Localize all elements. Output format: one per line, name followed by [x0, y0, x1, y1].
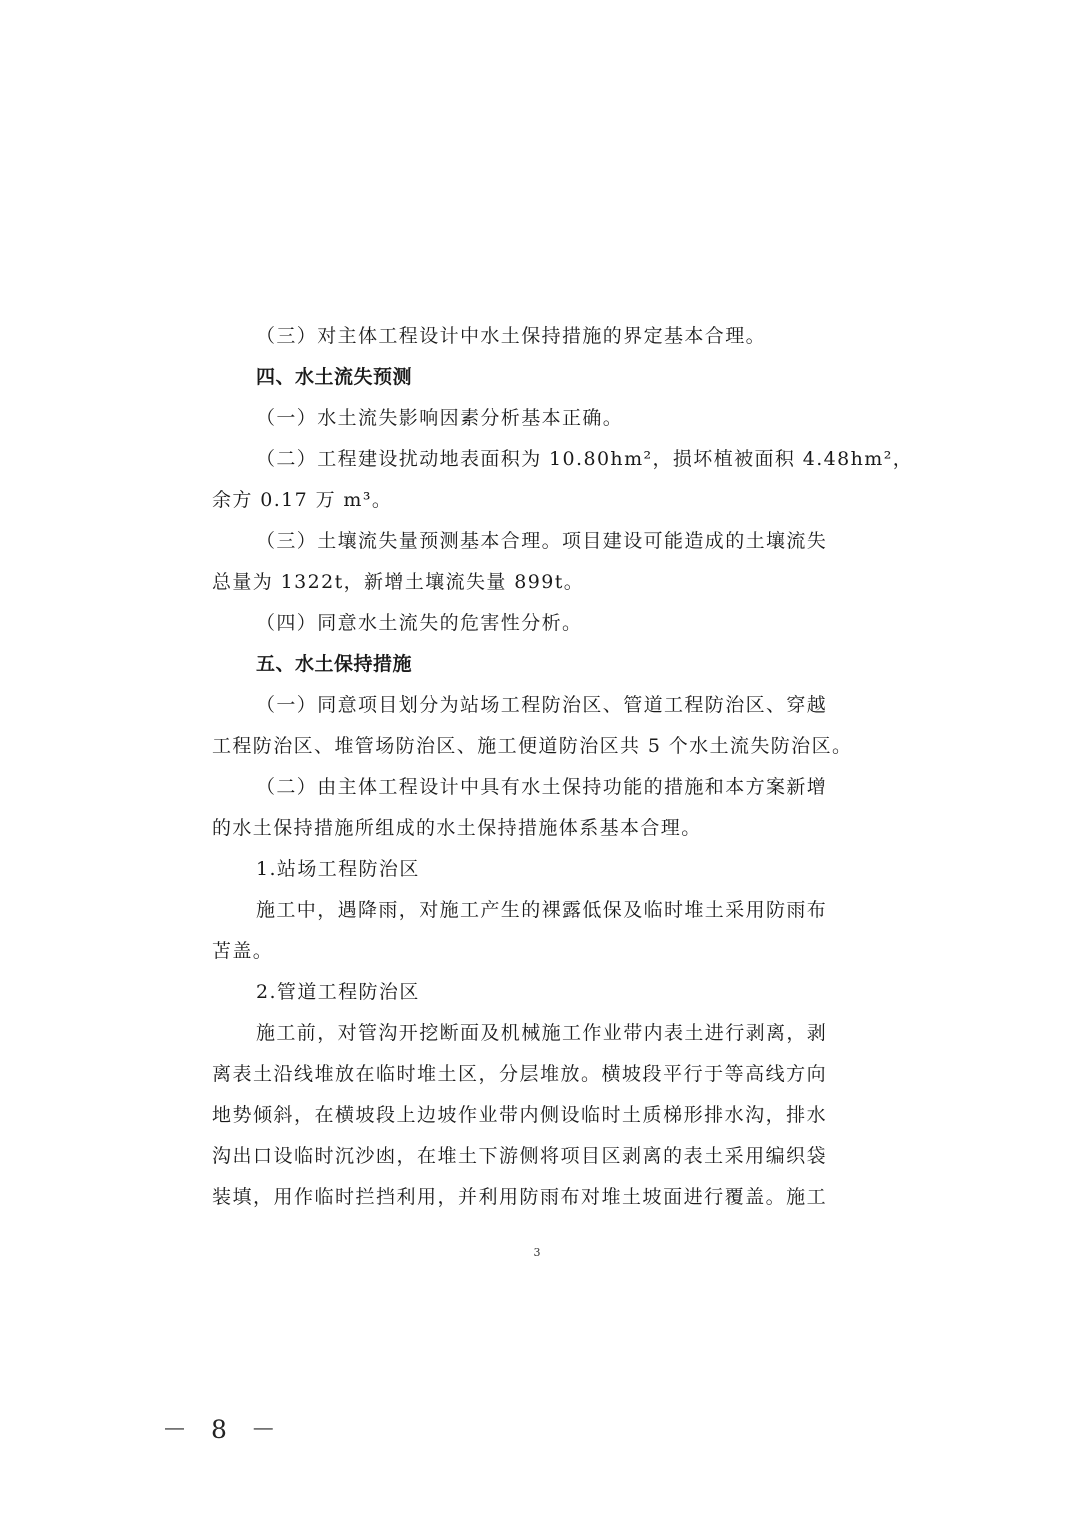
paragraph-line: 工程防治区、堆管场防治区、施工便道防治区共 5 个水土流失防治区。 [212, 735, 853, 757]
document-body [212, 316, 914, 1218]
paragraph-line: 施工前，对管沟开挖断面及机械施工作业带内表土进行剥离，剥 [256, 1022, 828, 1044]
paragraph-line: （一）同意项目划分为站场工程防治区、管道工程防治区、穿越 [256, 694, 828, 716]
paragraph-line: （二）工程建设扰动地表面积为 10.80hm²，损坏植被面积 4.48hm²， [256, 448, 914, 470]
subsection-heading-2: 2.管道工程防治区 [256, 981, 420, 1003]
section-heading-4: 四、水土流失预测 [256, 366, 413, 388]
paragraph-line: （三）对主体工程设计中水土保持措施的界定基本合理。 [256, 325, 767, 347]
paragraph-line: 施工中，遇降雨，对施工产生的裸露低保及临时堆土采用防雨布 [256, 899, 828, 921]
paragraph-line: （四）同意水土流失的危害性分析。 [256, 612, 583, 634]
paragraph-line: 苫盖。 [212, 940, 274, 962]
paragraph-line: 总量为 1322t，新增土壤流失量 899t。 [212, 571, 585, 593]
paragraph-line: 余方 0.17 万 m³。 [212, 489, 393, 511]
paragraph-line: 的水土保持措施所组成的水土保持措施体系基本合理。 [212, 817, 702, 839]
paragraph-line: （二）由主体工程设计中具有水土保持功能的措施和本方案新增 [256, 776, 828, 798]
inner-page-number: 3 [533, 1246, 541, 1259]
paragraph-line: （一）水土流失影响因素分析基本正确。 [256, 407, 624, 429]
section-heading-5: 五、水土保持措施 [256, 653, 413, 675]
paragraph-line: 离表土沿线堆放在临时堆土区，分层堆放。横坡段平行于等高线方向 [212, 1063, 827, 1085]
paragraph-line: 装填，用作临时拦挡利用，并利用防雨布对堆土坡面进行覆盖。施工 [212, 1186, 827, 1208]
paragraph-line: 地势倾斜，在横坡段上边坡作业带内侧设临时土质梯形排水沟，排水 [212, 1104, 827, 1126]
paragraph-line: （三）土壤流失量预测基本合理。项目建设可能造成的土壤流失 [256, 530, 828, 552]
outer-page-number: － 8 － [162, 1415, 284, 1444]
subsection-heading-1: 1.站场工程防治区 [256, 858, 420, 880]
paragraph-line: 沟出口设临时沉沙凼，在堆土下游侧将项目区剥离的表土采用编织袋 [212, 1145, 827, 1167]
